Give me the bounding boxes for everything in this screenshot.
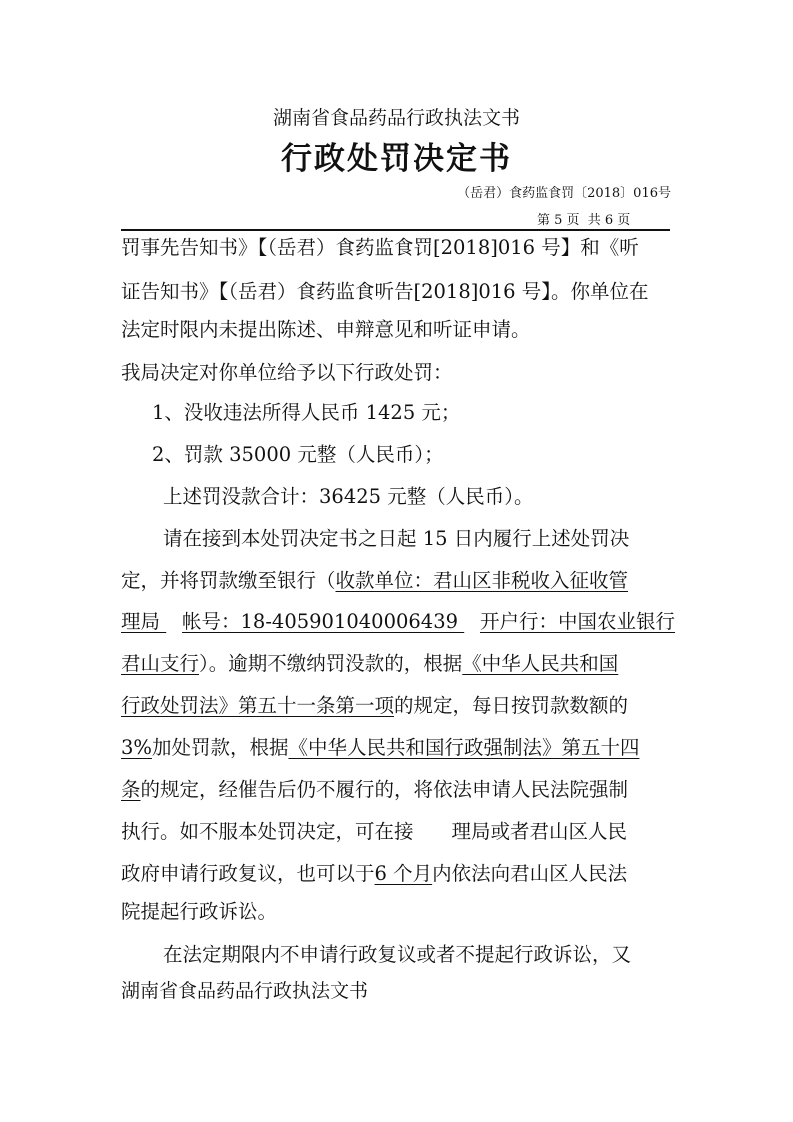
body-line-8: 请在接到本处罚决定书之日起 15 日内履行上述处罚决 (163, 527, 630, 550)
law-reference: 《中华人民共和国行政强制法》第五十四 (288, 736, 640, 759)
body-line-3: 法定时限内未提出陈述、申辩意见和听证申请。 (121, 318, 531, 341)
page-current: 第 5 页 (537, 213, 580, 228)
body-line-18: 在法定期限内不申请行政复议或者不提起行政诉讼，又 (163, 943, 632, 966)
body-line-16 (121, 861, 627, 887)
body-line-13 (121, 735, 639, 761)
agency-footer: 湖南省食品药品行政执法文书 (121, 980, 369, 1002)
law-reference: 《中华人民共和国 (462, 652, 619, 675)
body-line-11 (121, 651, 618, 677)
payee-info: 收款单位：君山区非税收入征收管 (335, 569, 629, 592)
document-number: （岳君）食药监食罚〔2018〕016号 (457, 186, 671, 201)
law-reference: 行政处罚法》第五十一条第一项 (121, 694, 395, 717)
page-indicator (537, 209, 634, 228)
penalty-total: 上述罚没款合计：36425 元整（人民币）。 (163, 485, 534, 508)
bank-info: 开户行：中国农业银行 (480, 610, 676, 633)
text-segment: ）。逾期不缴纳罚没款的，根据 (199, 652, 463, 675)
body-line-14 (121, 777, 628, 803)
text-segment: 政府申请行政复议，也可以于 (121, 862, 375, 885)
body-line-1: 罚事先告知书》【（岳君）食药监食罚[2018]016 号】和《听 (121, 236, 639, 259)
account-number: 帐号：18-405901040006439 (182, 610, 459, 633)
penalty-item-1: 1、没收违法所得人民币 1425 元； (152, 401, 461, 424)
appeal-deadline: 6 个月 (374, 862, 433, 885)
body-line-4: 我局决定对你单位给予以下行政处罚： (121, 361, 453, 384)
text-segment: 执行。如不服本处罚决定，可在接 (121, 820, 414, 843)
text-segment: 加处罚款，根据 (151, 736, 289, 759)
text-segment: 定，并将罚款缴至银行（ (121, 569, 336, 592)
body-line-15 (121, 819, 627, 845)
spacer (458, 609, 480, 635)
payee-name-end: 理局 (121, 610, 161, 633)
text-segment: 的规定，经催告后仍不履行的，将依法申请人民法院强制 (140, 778, 629, 801)
body-line-2: 证告知书》【（岳君）食药监食听告[2018]016 号】。你单位在 (121, 280, 649, 303)
body-line-12 (121, 693, 628, 719)
body-line-17: 院提起行政诉讼。 (121, 900, 278, 923)
law-reference: 条 (121, 778, 141, 801)
penalty-rate: 3% (121, 736, 152, 759)
text-segment: 的规定，每日按罚款数额的 (394, 694, 629, 717)
text-segment: 内依法向君山区人民法 (432, 862, 628, 885)
page-total: 共 6 页 (587, 213, 631, 228)
penalty-item-2: 2、罚款 35000 元整（人民币）； (152, 443, 444, 466)
bank-branch: 君山支行 (121, 652, 200, 675)
body-line-10 (121, 609, 675, 635)
spacer (160, 609, 182, 635)
document-title: 行政处罚决定书 (281, 141, 512, 177)
text-segment: 理局或者君山区人民 (451, 820, 628, 843)
body-line-9 (121, 568, 628, 594)
header-rule (121, 229, 670, 231)
agency-header: 湖南省食品药品行政执法文书 (272, 107, 520, 129)
